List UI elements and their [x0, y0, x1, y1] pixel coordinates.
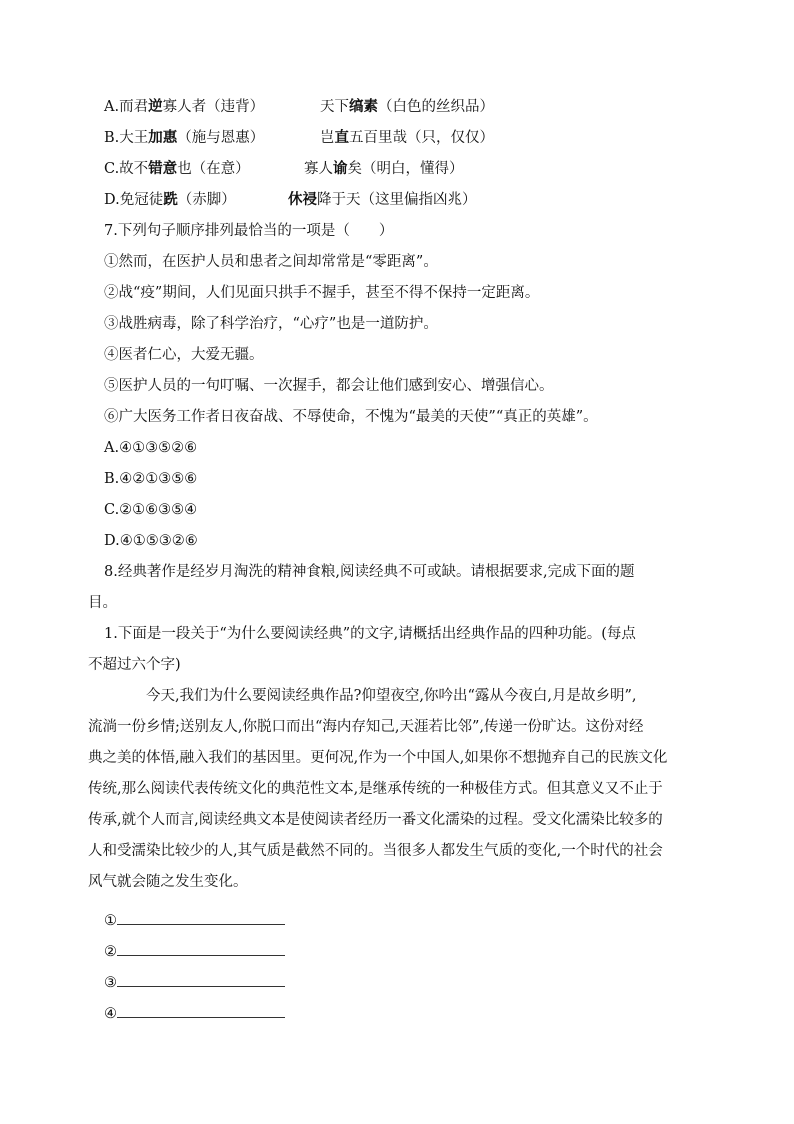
- q8-sub1-line-1: 1.下面是一段关于“为什么要阅读经典”的文字,请概括出经典作品的四种功能。(每点: [104, 626, 636, 642]
- q6-option-d-right: [288, 190, 477, 210]
- passage-line-4: 传统,那么阅读代表传统文化的典范性文本,是继承传统的一种极佳方式。但其意义又不止于: [88, 781, 663, 797]
- text-segment: 降于天（这里偏指凶兆）: [317, 192, 477, 208]
- q7-sentence-3: ③战胜病毒，除了科学治疗，“心疗”也是一道防护。: [104, 316, 438, 332]
- q7-stem: 7.下列句子顺序排列最恰当的一项是（ ）: [104, 223, 394, 239]
- q7-sentence-2: ②战“疫”期间，人们见面只拱手不握手，甚至不得不保持一定距离。: [104, 285, 540, 301]
- text-segment: C.故不: [104, 161, 149, 177]
- text-segment: 矣（明白，懂得）: [347, 161, 464, 177]
- answer-mark-4: ④: [104, 1006, 117, 1022]
- answer-mark-1: ①: [104, 913, 117, 929]
- passage-line-5: 传承,就个人而言,阅读经典文本是使阅读者经历一番文化濡染的过程。受文化濡染比较多的: [88, 812, 663, 828]
- q7-sentence-4: ④医者仁心，大爱无疆。: [104, 347, 264, 363]
- text-segment: 岂: [320, 130, 335, 146]
- answer-row-1: [104, 910, 285, 931]
- text-segment: 寡人: [304, 161, 333, 177]
- q7-option-c: C.②①⑥③⑤④: [104, 502, 198, 518]
- keyword-bold: 加惠: [148, 129, 178, 146]
- text-segment: （赤脚）: [177, 192, 236, 208]
- q6-option-c-left: [104, 159, 250, 179]
- q6-option-b-right: [320, 128, 494, 148]
- q6-option-c-right: [304, 159, 464, 179]
- answer-row-4: [104, 1003, 285, 1024]
- keyword-bold: 休祲: [288, 191, 317, 208]
- answer-blank-2[interactable]: [117, 941, 285, 956]
- text-segment: D.免冠徒: [104, 192, 164, 208]
- q6-option-a-left: [104, 97, 264, 117]
- answer-row-3: [104, 972, 285, 993]
- q6-option-d-left: [104, 190, 236, 210]
- text-segment: （施与恩惠）: [177, 130, 265, 146]
- q7-sentence-1: ①然而，在医护人员和患者之间却常常是“零距离”。: [104, 254, 438, 270]
- keyword-bold: 逆: [148, 98, 163, 115]
- text-segment: 五百里哉（只，仅仅）: [349, 130, 494, 146]
- q8-stem-line-1: 8.经典著作是经岁月淘洗的精神食粮,阅读经典不可或缺。请根据要求,完成下面的题: [104, 564, 635, 580]
- text-segment: 也（在意）: [177, 161, 250, 177]
- answer-row-2: [104, 941, 285, 962]
- passage-line-1: 今天,我们为什么要阅读经典作品?仰望夜空,你吟出“露从今夜白,月是故乡明”,: [146, 688, 637, 704]
- passage-line-3: 典之美的体悟,融入我们的基因里。更何况,作为一个中国人,如果你不想抛弃自己的民族文化: [88, 750, 668, 766]
- answer-blank-1[interactable]: [117, 910, 285, 925]
- q7-sentence-6: ⑥广大医务工作者日夜奋战、不辱使命，不愧为“最美的天使”“真正的英雄”。: [104, 409, 598, 425]
- text-segment: B.大王: [104, 130, 149, 146]
- passage-line-2: 流淌一份乡情;送别友人,你脱口而出“海内存知己,天涯若比邻”,传递一份旷达。这份对经: [88, 719, 644, 735]
- q8-sub1-line-2: 不超过六个字): [88, 657, 181, 673]
- q6-option-b-left: [104, 128, 264, 148]
- answer-blank-4[interactable]: [117, 1003, 285, 1018]
- q6-option-a-right: [320, 97, 494, 117]
- q7-option-a: A.④①③⑤②⑥: [104, 440, 198, 456]
- text-segment: 寡人者（违背）: [162, 99, 265, 115]
- answer-blank-3[interactable]: [117, 972, 285, 987]
- text-segment: A.而君: [104, 99, 149, 115]
- keyword-bold: 跣: [163, 191, 178, 208]
- keyword-bold: 直: [334, 129, 349, 146]
- keyword-bold: 错意: [148, 160, 178, 177]
- text-segment: （白色的丝织品）: [378, 99, 494, 115]
- answer-mark-2: ②: [104, 944, 117, 960]
- q7-option-d: D.④①⑤③②⑥: [104, 533, 198, 549]
- keyword-bold: 缟素: [349, 98, 378, 115]
- passage-line-7: 风气就会随之发生变化。: [88, 874, 248, 890]
- passage-line-6: 人和受濡染比较少的人,其气质是截然不同的。当很多人都发生气质的变化,一个时代的社会: [88, 843, 663, 859]
- text-segment: 天下: [320, 99, 349, 115]
- q8-stem-line-2: 目。: [88, 595, 117, 611]
- q7-option-b: B.④②①③⑤⑥: [104, 471, 198, 487]
- answer-mark-3: ③: [104, 975, 117, 991]
- q7-sentence-5: ⑤医护人员的一句叮嘱、一次握手，都会让他们感到安心、增强信心。: [104, 378, 554, 394]
- keyword-bold: 谕: [333, 160, 348, 177]
